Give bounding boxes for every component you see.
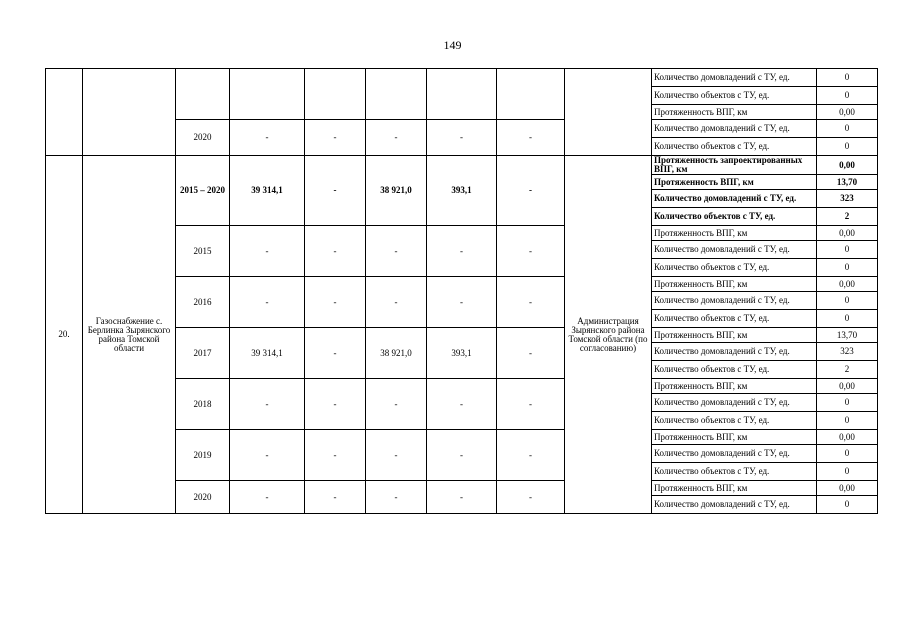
- amount-cell: 38 921,0: [366, 328, 427, 379]
- amount-cell: -: [497, 328, 565, 379]
- indicator-name: Количество объектов с ТУ, ед.: [652, 412, 817, 430]
- year-cell: 2019: [176, 430, 230, 481]
- amount-cell: -: [305, 226, 366, 277]
- indicator-value: 0,00: [817, 430, 878, 445]
- indicator-name: Протяженность ВПГ, км: [652, 105, 817, 120]
- item-name-cell: [83, 69, 176, 156]
- indicator-name: Количество домовладений с ТУ, ед.: [652, 69, 817, 87]
- indicator-value: 0: [817, 138, 878, 156]
- indicator-value: 2: [817, 361, 878, 379]
- indicator-value: 0: [817, 241, 878, 259]
- amount-cell: [497, 69, 565, 120]
- amount-cell: [427, 69, 497, 120]
- indicator-value: 0,00: [817, 105, 878, 120]
- amount-cell: [305, 69, 366, 120]
- indicator-name: Количество домовладений с ТУ, ед.: [652, 241, 817, 259]
- year-cell: 2015 – 2020: [176, 156, 230, 226]
- indicator-name: Количество домовладений с ТУ, ед.: [652, 445, 817, 463]
- amount-cell: -: [305, 379, 366, 430]
- indicator-name: Протяженность ВПГ, км: [652, 175, 817, 190]
- amount-cell: -: [497, 379, 565, 430]
- item-number-cell: 20.: [46, 156, 83, 514]
- amount-cell: 38 921,0: [366, 156, 427, 226]
- item-number-cell: [46, 69, 83, 156]
- amount-cell: -: [366, 277, 427, 328]
- indicator-name: Количество домовладений с ТУ, ед.: [652, 120, 817, 138]
- indicator-value: 0: [817, 445, 878, 463]
- indicator-value: 0,00: [817, 156, 878, 175]
- table-row: [46, 69, 878, 87]
- indicator-name: Протяженность ВПГ, км: [652, 226, 817, 241]
- program-table: [45, 68, 878, 514]
- amount-cell: -: [366, 379, 427, 430]
- indicator-value: 0: [817, 496, 878, 514]
- indicator-name: Количество домовладений с ТУ, ед.: [652, 190, 817, 208]
- amount-cell: -: [427, 120, 497, 156]
- indicator-value: 0: [817, 412, 878, 430]
- amount-cell: -: [497, 430, 565, 481]
- amount-cell: -: [497, 156, 565, 226]
- table-body: [46, 69, 878, 514]
- amount-cell: -: [230, 120, 305, 156]
- amount-cell: -: [230, 379, 305, 430]
- indicator-name: Протяженность ВПГ, км: [652, 277, 817, 292]
- indicator-name: Количество объектов с ТУ, ед.: [652, 361, 817, 379]
- amount-cell: -: [497, 277, 565, 328]
- indicator-name: Количество объектов с ТУ, ед.: [652, 259, 817, 277]
- executor-cell: [565, 69, 652, 156]
- indicator-value: 0: [817, 463, 878, 481]
- indicator-value: 323: [817, 343, 878, 361]
- table-row: [46, 156, 878, 175]
- indicator-value: 2: [817, 208, 878, 226]
- indicator-value: 13,70: [817, 328, 878, 343]
- amount-cell: -: [427, 430, 497, 481]
- year-cell: 2018: [176, 379, 230, 430]
- indicator-value: 0: [817, 310, 878, 328]
- amount-cell: 393,1: [427, 328, 497, 379]
- amount-cell: -: [497, 481, 565, 514]
- amount-cell: 39 314,1: [230, 328, 305, 379]
- indicator-name: Количество домовладений с ТУ, ед.: [652, 343, 817, 361]
- amount-cell: -: [366, 430, 427, 481]
- indicator-name: Протяженность ВПГ, км: [652, 481, 817, 496]
- indicator-name: Протяженность ВПГ, км: [652, 430, 817, 445]
- amount-cell: -: [497, 120, 565, 156]
- amount-cell: -: [230, 430, 305, 481]
- amount-cell: -: [497, 226, 565, 277]
- item-name-cell: Газоснабжение с. Берлинка Зырянского района Томской области: [83, 156, 176, 514]
- year-cell: 2015: [176, 226, 230, 277]
- page-number: 149: [443, 38, 462, 52]
- indicator-value: 323: [817, 190, 878, 208]
- indicator-value: 0: [817, 120, 878, 138]
- amount-cell: -: [427, 379, 497, 430]
- indicator-value: 13,70: [817, 175, 878, 190]
- indicator-name: Количество домовладений с ТУ, ед.: [652, 394, 817, 412]
- indicator-value: 0,00: [817, 481, 878, 496]
- amount-cell: -: [305, 120, 366, 156]
- indicator-name: Количество объектов с ТУ, ед.: [652, 463, 817, 481]
- amount-cell: -: [427, 481, 497, 514]
- amount-cell: 393,1: [427, 156, 497, 226]
- amount-cell: -: [230, 226, 305, 277]
- amount-cell: [366, 69, 427, 120]
- amount-cell: -: [230, 481, 305, 514]
- indicator-value: 0,00: [817, 379, 878, 394]
- year-cell: 2020: [176, 120, 230, 156]
- indicator-value: 0,00: [817, 226, 878, 241]
- amount-cell: -: [305, 481, 366, 514]
- year-cell: 2020: [176, 481, 230, 514]
- amount-cell: -: [366, 481, 427, 514]
- indicator-name: Количество объектов с ТУ, ед.: [652, 138, 817, 156]
- amount-cell: -: [305, 277, 366, 328]
- indicator-value: 0: [817, 69, 878, 87]
- indicator-name: Количество объектов с ТУ, ед.: [652, 87, 817, 105]
- amount-cell: [230, 69, 305, 120]
- amount-cell: -: [366, 226, 427, 277]
- indicator-name: Протяженность ВПГ, км: [652, 379, 817, 394]
- indicator-name: Протяженность ВПГ, км: [652, 328, 817, 343]
- indicator-value: 0: [817, 259, 878, 277]
- indicator-value: 0: [817, 394, 878, 412]
- indicator-value: 0: [817, 292, 878, 310]
- indicator-name: Количество объектов с ТУ, ед.: [652, 310, 817, 328]
- indicator-name: Количество объектов с ТУ, ед.: [652, 208, 817, 226]
- indicator-value: 0,00: [817, 277, 878, 292]
- indicator-value: 0: [817, 87, 878, 105]
- amount-cell: -: [305, 430, 366, 481]
- amount-cell: -: [427, 277, 497, 328]
- amount-cell: 39 314,1: [230, 156, 305, 226]
- indicator-name: Количество домовладений с ТУ, ед.: [652, 292, 817, 310]
- amount-cell: -: [427, 226, 497, 277]
- year-cell: 2016: [176, 277, 230, 328]
- amount-cell: -: [305, 156, 366, 226]
- amount-cell: -: [366, 120, 427, 156]
- amount-cell: -: [305, 328, 366, 379]
- indicator-name: Количество домовладений с ТУ, ед.: [652, 496, 817, 514]
- year-cell: 2017: [176, 328, 230, 379]
- executor-cell: Администрация Зырянского района Томской области (по согласованию): [565, 156, 652, 514]
- year-cell: [176, 69, 230, 120]
- amount-cell: -: [230, 277, 305, 328]
- indicator-name: Протяженность запроектированных ВПГ, км: [652, 156, 817, 175]
